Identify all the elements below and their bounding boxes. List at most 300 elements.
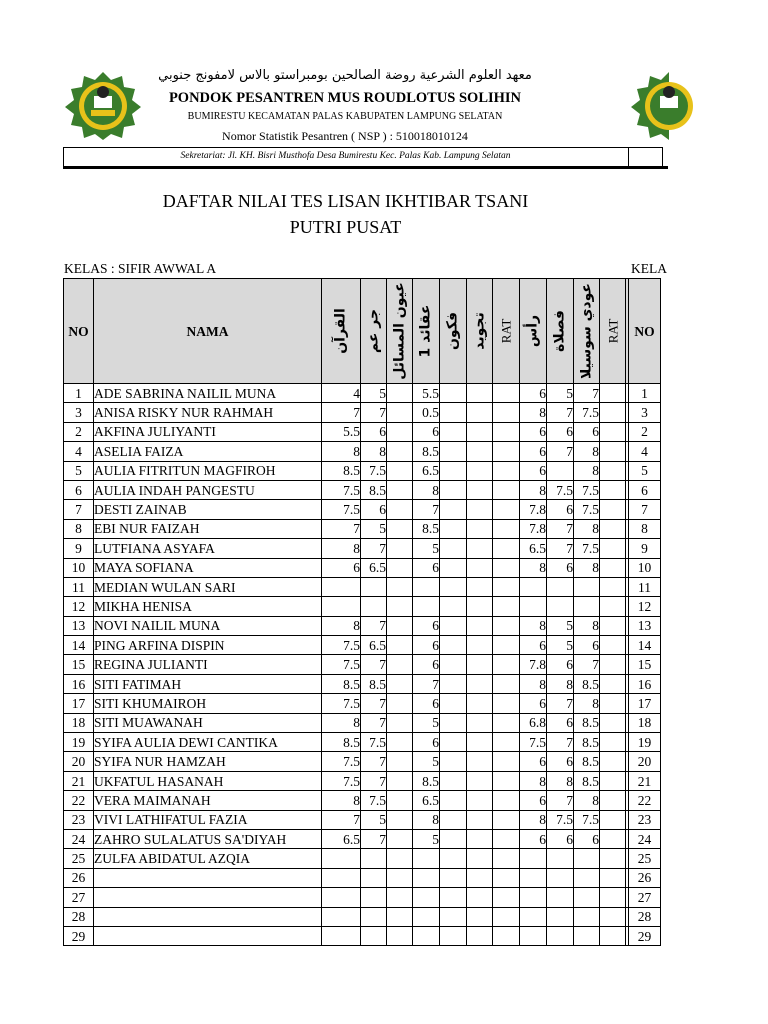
row-score — [600, 422, 626, 441]
row-score — [440, 888, 467, 907]
row-score: 7 — [361, 539, 387, 558]
row-no-right: 5 — [629, 461, 661, 480]
row-score: 6 — [413, 694, 440, 713]
row-score — [440, 577, 467, 596]
header-subject-tajwid: تجويد — [467, 279, 493, 384]
school-nsp: Nomor Statistik Pesantren ( NSP ) : 510018010124 — [222, 129, 468, 143]
row-score: 5 — [361, 810, 387, 829]
row-score — [440, 771, 467, 790]
class-label-cut: KELA — [631, 261, 667, 276]
row-score: 4 — [322, 384, 361, 403]
row-score: 0.5 — [413, 403, 440, 422]
row-score — [467, 655, 493, 674]
row-no-right: 21 — [629, 771, 661, 790]
row-score: 6 — [413, 636, 440, 655]
row-no-right: 16 — [629, 674, 661, 693]
row-score — [467, 868, 493, 887]
row-score: 8 — [574, 558, 600, 577]
row-score — [520, 868, 547, 887]
row-score: 5 — [547, 616, 574, 635]
row-score — [600, 597, 626, 616]
row-score: 7 — [547, 539, 574, 558]
table-row — [64, 480, 661, 499]
row-score — [600, 713, 626, 732]
header-subject-ras: رأس — [520, 279, 547, 384]
row-nama: PING ARFINA DISPIN — [94, 636, 322, 655]
row-score: 6.8 — [520, 713, 547, 732]
row-score: 7 — [574, 384, 600, 403]
row-no-right: 25 — [629, 849, 661, 868]
table-row — [64, 558, 661, 577]
row-score: 6 — [547, 713, 574, 732]
row-score — [387, 384, 413, 403]
row-score: 6 — [574, 829, 600, 848]
row-score — [387, 500, 413, 519]
row-score: 6 — [413, 558, 440, 577]
row-score: 6 — [361, 422, 387, 441]
row-score: 8.5 — [574, 733, 600, 752]
row-no: 11 — [64, 577, 94, 596]
row-score — [600, 733, 626, 752]
row-score — [467, 694, 493, 713]
row-score — [600, 888, 626, 907]
row-score: 6 — [520, 422, 547, 441]
row-no: 22 — [64, 791, 94, 810]
row-score: 8.5 — [574, 674, 600, 693]
row-score: 7 — [361, 771, 387, 790]
row-no: 16 — [64, 674, 94, 693]
table-row — [64, 519, 661, 538]
row-score — [413, 888, 440, 907]
row-score — [387, 403, 413, 422]
row-score — [440, 442, 467, 461]
row-no: 19 — [64, 733, 94, 752]
row-score — [493, 926, 520, 945]
row-score — [600, 636, 626, 655]
row-no-right: 2 — [629, 422, 661, 441]
table-row — [64, 771, 661, 790]
row-score — [387, 733, 413, 752]
row-score: 7.5 — [361, 791, 387, 810]
row-score — [493, 849, 520, 868]
row-nama: DESTI ZAINAB — [94, 500, 322, 519]
row-score: 7.8 — [520, 519, 547, 538]
row-no: 10 — [64, 558, 94, 577]
row-score: 6 — [520, 384, 547, 403]
row-score — [467, 384, 493, 403]
row-score — [440, 636, 467, 655]
row-score: 6 — [520, 461, 547, 480]
row-no-right: 13 — [629, 616, 661, 635]
row-score — [440, 422, 467, 441]
row-score: 8 — [574, 519, 600, 538]
row-score — [467, 926, 493, 945]
row-score: 7.8 — [520, 655, 547, 674]
row-score: 6 — [520, 694, 547, 713]
row-score — [600, 810, 626, 829]
letterhead-rule — [63, 166, 668, 169]
row-nama: VIVI LATHIFATUL FAZIA — [94, 810, 322, 829]
row-nama: SITI FATIMAH — [94, 674, 322, 693]
row-score — [440, 403, 467, 422]
row-score — [440, 558, 467, 577]
row-score: 6 — [361, 500, 387, 519]
row-score: 6 — [547, 500, 574, 519]
row-score — [493, 558, 520, 577]
row-nama: SITI MUAWANAH — [94, 713, 322, 732]
row-no: 9 — [64, 539, 94, 558]
row-score — [387, 868, 413, 887]
header-subject-aqoid: عقائد 1 — [413, 279, 440, 384]
row-nama — [94, 868, 322, 887]
row-score — [413, 577, 440, 596]
row-score: 6 — [413, 616, 440, 635]
row-score — [600, 752, 626, 771]
row-score — [493, 907, 520, 926]
row-nama: ANISA RISKY NUR RAHMAH — [94, 403, 322, 422]
row-score: 6 — [520, 636, 547, 655]
row-score — [387, 616, 413, 635]
row-score: 7 — [361, 403, 387, 422]
row-no: 20 — [64, 752, 94, 771]
row-score: 8 — [361, 442, 387, 461]
row-score — [493, 461, 520, 480]
row-score: 7.5 — [322, 655, 361, 674]
row-score: 6 — [574, 636, 600, 655]
row-score — [467, 403, 493, 422]
row-score: 7.5 — [574, 539, 600, 558]
row-score: 7 — [361, 616, 387, 635]
row-nama: SYIFA NUR HAMZAH — [94, 752, 322, 771]
row-score — [493, 771, 520, 790]
row-score: 8.5 — [361, 674, 387, 693]
row-score: 6 — [547, 829, 574, 848]
row-score — [574, 597, 600, 616]
row-score — [493, 422, 520, 441]
row-no-right: 7 — [629, 500, 661, 519]
table-row — [64, 422, 661, 441]
document-subtitle: PUTRI PUSAT — [289, 217, 402, 237]
row-score — [467, 888, 493, 907]
row-score: 7 — [361, 713, 387, 732]
row-score: 6.5 — [361, 558, 387, 577]
row-score: 6 — [322, 558, 361, 577]
row-score — [574, 888, 600, 907]
grades-body — [64, 384, 661, 946]
row-score — [387, 442, 413, 461]
header-rat-1: RAT — [493, 279, 520, 384]
row-score — [574, 577, 600, 596]
row-score: 8.5 — [361, 480, 387, 499]
row-nama: ASELIA FAIZA — [94, 442, 322, 461]
table-row — [64, 442, 661, 461]
row-score — [413, 868, 440, 887]
row-no: 12 — [64, 597, 94, 616]
row-score — [440, 655, 467, 674]
row-score — [322, 597, 361, 616]
row-score — [413, 907, 440, 926]
row-score — [467, 752, 493, 771]
school-name: PONDOK PESANTREN MUS ROUDLOTUS SOLIHIN — [168, 90, 522, 106]
row-score: 6.5 — [520, 539, 547, 558]
row-score — [387, 577, 413, 596]
row-nama — [94, 888, 322, 907]
row-score — [387, 597, 413, 616]
header-subject-sholat: فصلاة — [547, 279, 574, 384]
row-score — [387, 422, 413, 441]
row-score: 6 — [547, 422, 574, 441]
row-score: 7.5 — [322, 752, 361, 771]
row-score — [600, 771, 626, 790]
row-score — [361, 868, 387, 887]
row-score — [387, 655, 413, 674]
row-no-right: 8 — [629, 519, 661, 538]
row-score — [387, 461, 413, 480]
row-score — [600, 384, 626, 403]
row-score — [413, 926, 440, 945]
secretariat-address: Sekretariat: Jl. KH. Bisri Musthofa Desa Bumirestu Kec. Palas Kab. Lampung Selatan — [180, 151, 511, 161]
table-row — [64, 403, 661, 422]
row-nama: AKFINA JULIYANTI — [94, 422, 322, 441]
row-no: 24 — [64, 829, 94, 848]
row-score — [520, 926, 547, 945]
row-score — [467, 461, 493, 480]
row-score — [387, 888, 413, 907]
row-score: 8.5 — [413, 442, 440, 461]
row-score — [600, 674, 626, 693]
row-score: 7 — [547, 733, 574, 752]
row-score: 7 — [413, 674, 440, 693]
row-score: 6 — [574, 422, 600, 441]
row-score — [547, 888, 574, 907]
row-score: 7.5 — [361, 461, 387, 480]
row-score — [600, 500, 626, 519]
row-no: 17 — [64, 694, 94, 713]
row-score — [547, 597, 574, 616]
row-score — [467, 907, 493, 926]
row-score — [493, 791, 520, 810]
row-score — [493, 655, 520, 674]
row-score — [493, 384, 520, 403]
row-score — [440, 480, 467, 499]
table-row — [64, 752, 661, 771]
table-row — [64, 888, 661, 907]
row-no: 26 — [64, 868, 94, 887]
row-score — [413, 849, 440, 868]
row-score — [467, 849, 493, 868]
row-score: 8 — [520, 558, 547, 577]
row-score — [493, 829, 520, 848]
row-score — [322, 907, 361, 926]
row-score: 7.5 — [322, 694, 361, 713]
row-score — [600, 791, 626, 810]
row-score: 6 — [520, 829, 547, 848]
row-score — [600, 403, 626, 422]
header-subject-juz-amma: جر عم — [361, 279, 387, 384]
row-no-right: 1 — [629, 384, 661, 403]
row-score — [322, 888, 361, 907]
row-score: 8.5 — [322, 461, 361, 480]
row-score: 8 — [520, 674, 547, 693]
row-score: 5 — [413, 829, 440, 848]
row-score — [493, 694, 520, 713]
row-score — [600, 694, 626, 713]
row-score — [493, 539, 520, 558]
row-score — [493, 888, 520, 907]
row-score — [440, 713, 467, 732]
row-score — [520, 888, 547, 907]
row-score: 7.5 — [574, 480, 600, 499]
row-no-right: 9 — [629, 539, 661, 558]
row-no-right: 27 — [629, 888, 661, 907]
row-score: 6.5 — [413, 791, 440, 810]
row-score — [467, 713, 493, 732]
row-score — [600, 442, 626, 461]
pesantren-logo-left — [62, 70, 144, 140]
row-no: 15 — [64, 655, 94, 674]
row-score: 6 — [413, 422, 440, 441]
row-score: 7 — [547, 519, 574, 538]
row-no-right: 15 — [629, 655, 661, 674]
row-score — [387, 480, 413, 499]
row-score — [440, 733, 467, 752]
row-score — [493, 519, 520, 538]
row-no: 2 — [64, 422, 94, 441]
row-score: 8 — [520, 771, 547, 790]
row-score: 6 — [547, 752, 574, 771]
row-score — [574, 907, 600, 926]
row-no-right: 12 — [629, 597, 661, 616]
row-no: 13 — [64, 616, 94, 635]
row-score — [600, 577, 626, 596]
row-score: 7 — [413, 500, 440, 519]
row-score: 7 — [547, 442, 574, 461]
row-score: 5.5 — [413, 384, 440, 403]
row-no: 7 — [64, 500, 94, 519]
row-score — [574, 868, 600, 887]
secretariat-divider — [628, 147, 629, 167]
row-score — [440, 752, 467, 771]
row-score — [387, 849, 413, 868]
school-arabic-name: معهد العلوم الشرعية روضة الصالحين بومبراستو بالاس لامفونج جنوبي — [158, 68, 532, 83]
row-score — [547, 461, 574, 480]
row-score — [493, 733, 520, 752]
row-score: 6 — [520, 791, 547, 810]
row-score — [600, 829, 626, 848]
row-score — [361, 849, 387, 868]
row-score — [547, 868, 574, 887]
row-score — [440, 674, 467, 693]
row-score — [440, 829, 467, 848]
row-score — [322, 577, 361, 596]
row-no-right: 22 — [629, 791, 661, 810]
row-no-right: 26 — [629, 868, 661, 887]
row-score — [440, 868, 467, 887]
table-row — [64, 616, 661, 635]
table-row — [64, 655, 661, 674]
row-nama: ZAHRO SULALATUS SA'DIYAH — [94, 829, 322, 848]
row-score: 7 — [322, 403, 361, 422]
row-score: 6 — [413, 655, 440, 674]
row-score: 8 — [520, 616, 547, 635]
document-title: DAFTAR NILAI TES LISAN IKHTIBAR TSANI — [162, 191, 529, 211]
row-no: 28 — [64, 907, 94, 926]
row-no: 21 — [64, 771, 94, 790]
row-nama: AULIA FITRITUN MAGFIROH — [94, 461, 322, 480]
row-score — [467, 597, 493, 616]
row-score: 8 — [322, 539, 361, 558]
row-no-right: 19 — [629, 733, 661, 752]
row-nama: REGINA JULIANTI — [94, 655, 322, 674]
row-score — [387, 519, 413, 538]
row-score — [467, 519, 493, 538]
row-score — [467, 500, 493, 519]
row-score — [600, 461, 626, 480]
row-score: 7 — [361, 752, 387, 771]
row-score — [547, 849, 574, 868]
row-score: 6.5 — [413, 461, 440, 480]
row-score: 7.5 — [520, 733, 547, 752]
row-score — [493, 480, 520, 499]
table-row — [64, 713, 661, 732]
row-score — [440, 926, 467, 945]
row-score — [467, 422, 493, 441]
header-subject-udi-susila: عودي سوسيلا — [574, 279, 600, 384]
row-score — [387, 810, 413, 829]
table-row — [64, 849, 661, 868]
row-score: 8 — [322, 616, 361, 635]
row-nama: EBI NUR FAIZAH — [94, 519, 322, 538]
row-nama: LUTFIANA ASYAFA — [94, 539, 322, 558]
table-row — [64, 577, 661, 596]
row-score — [440, 791, 467, 810]
table-row — [64, 500, 661, 519]
header-no: NO — [64, 279, 94, 384]
row-score — [600, 907, 626, 926]
table-row — [64, 907, 661, 926]
row-score — [467, 810, 493, 829]
table-header-row — [64, 279, 661, 384]
row-score: 7.5 — [574, 403, 600, 422]
row-score: 8 — [322, 791, 361, 810]
row-nama: ZULFA ABIDATUL AZQIA — [94, 849, 322, 868]
row-no: 4 — [64, 442, 94, 461]
row-score: 8.5 — [322, 733, 361, 752]
row-score: 7.5 — [574, 500, 600, 519]
row-score: 6 — [547, 558, 574, 577]
row-score: 8 — [520, 480, 547, 499]
row-score — [361, 577, 387, 596]
pesantren-logo-right — [628, 70, 668, 140]
row-score — [387, 791, 413, 810]
row-score — [493, 713, 520, 732]
row-score — [600, 558, 626, 577]
table-row — [64, 733, 661, 752]
row-score — [361, 597, 387, 616]
table-row — [64, 674, 661, 693]
row-score — [387, 907, 413, 926]
row-score: 8 — [322, 442, 361, 461]
row-score — [467, 577, 493, 596]
row-score: 8.5 — [413, 519, 440, 538]
header-subject-uyunul-masail: عيون المسائل — [387, 279, 413, 384]
row-score: 8 — [574, 442, 600, 461]
row-score: 8 — [547, 771, 574, 790]
row-score: 8 — [413, 810, 440, 829]
row-score — [440, 694, 467, 713]
row-score: 7.5 — [361, 733, 387, 752]
row-score — [493, 868, 520, 887]
